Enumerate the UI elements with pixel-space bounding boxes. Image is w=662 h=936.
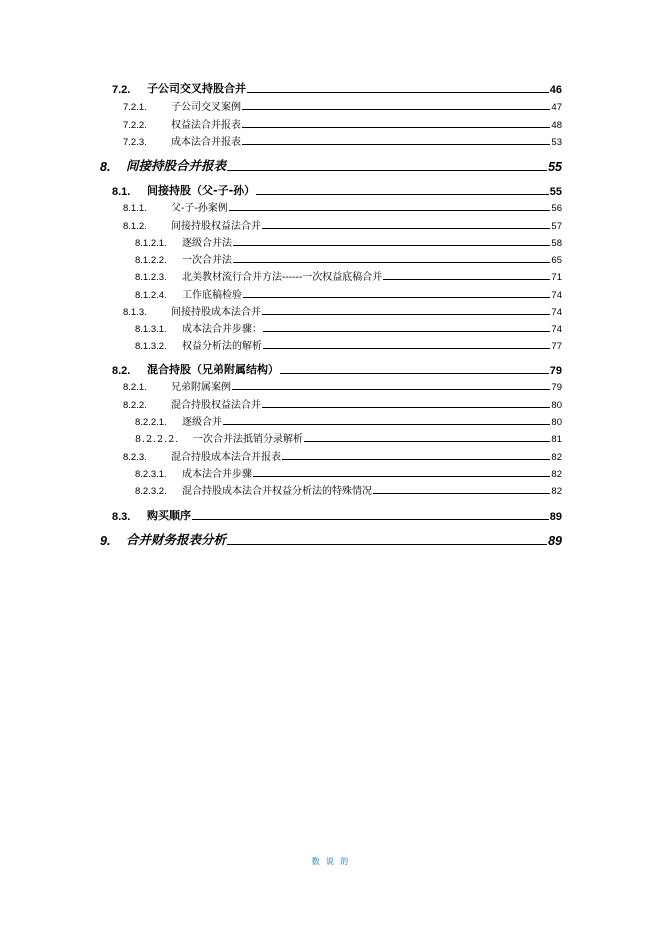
toc-number: 8.1.2.1. bbox=[135, 238, 167, 249]
toc-leader bbox=[280, 373, 549, 374]
toc-leader bbox=[383, 279, 550, 280]
toc-number: 8.2.2.2. bbox=[135, 434, 180, 445]
toc-entry-8-2-1[interactable] bbox=[123, 378, 562, 393]
toc-title: 混合持股（兄弟附属结构） bbox=[147, 363, 279, 376]
toc-leader bbox=[373, 493, 550, 494]
page-footer: 数 说 的 bbox=[311, 857, 351, 866]
toc-entry-7-2-1[interactable] bbox=[123, 98, 562, 113]
toc-leader bbox=[233, 245, 550, 246]
toc-title: 一次合并法 bbox=[182, 255, 232, 266]
toc-page: 48 bbox=[551, 120, 562, 131]
toc-title: 兄弟附属案例 bbox=[171, 382, 231, 393]
toc-leader bbox=[262, 228, 550, 229]
toc-entry-8-1-2-1[interactable] bbox=[135, 234, 562, 249]
toc-number: 7.2.2. bbox=[123, 120, 147, 131]
toc-page: 71 bbox=[551, 272, 562, 283]
toc-leader bbox=[233, 262, 550, 263]
toc-entry-8-1-3[interactable] bbox=[123, 303, 562, 318]
toc-page: 82 bbox=[551, 452, 562, 463]
toc-title: 逐级合并 bbox=[182, 417, 222, 428]
toc-entry-8-2-3[interactable] bbox=[123, 448, 562, 463]
toc-leader bbox=[304, 441, 550, 442]
toc-page: 80 bbox=[551, 400, 562, 411]
toc-number: 8.1.3. bbox=[123, 307, 147, 318]
toc-title: 间接持股成本法合并 bbox=[171, 307, 261, 318]
toc-title: 成本法合并报表 bbox=[171, 137, 241, 148]
toc-leader bbox=[227, 170, 547, 171]
toc-leader bbox=[242, 127, 550, 128]
toc-number: 8.2. bbox=[112, 365, 131, 377]
toc-leader bbox=[256, 194, 549, 195]
toc-number: 8.2.3. bbox=[123, 452, 147, 463]
toc-page: 79 bbox=[551, 382, 562, 393]
toc-number: 8.1.2.2. bbox=[135, 255, 167, 266]
toc-title: 工作底稿检验 bbox=[182, 290, 242, 301]
toc-leader bbox=[253, 476, 550, 477]
toc-entry-8-3[interactable] bbox=[112, 507, 562, 523]
toc-number: 8.1.3.2. bbox=[135, 341, 167, 352]
toc-number: 7.2.1. bbox=[123, 102, 147, 113]
toc-title: 北美教材流行合并方法------一次权益底稿合并 bbox=[182, 272, 383, 283]
toc-page: 56 bbox=[551, 203, 562, 214]
toc-number: 8.2.1. bbox=[123, 382, 147, 393]
toc-entry-9[interactable] bbox=[100, 530, 562, 548]
toc-page: 80 bbox=[551, 417, 562, 428]
toc-number: 8.2.2.1. bbox=[135, 417, 167, 428]
toc-leader bbox=[229, 210, 551, 211]
toc-entry-8-2-2-1[interactable] bbox=[135, 413, 562, 428]
toc-entry-8-1-2[interactable] bbox=[123, 217, 562, 232]
toc-title: 混合持股成本法合并报表 bbox=[171, 452, 281, 463]
toc-title: 成本法合并步骤： bbox=[182, 324, 262, 335]
toc-entry-8-2-2-2[interactable] bbox=[135, 430, 562, 445]
toc-entry-8-1-3-2[interactable] bbox=[135, 337, 562, 352]
toc-number: 8.1. bbox=[112, 186, 131, 198]
toc-title: 混合持股成本法合并权益分析法的特殊情况 bbox=[182, 486, 372, 497]
toc-leader bbox=[242, 109, 550, 110]
toc-page: 74 bbox=[551, 324, 562, 335]
toc-number: 8.2.2. bbox=[123, 400, 147, 411]
toc-page: 81 bbox=[551, 434, 562, 445]
toc-leader bbox=[282, 459, 550, 460]
toc-page: 89 bbox=[548, 534, 562, 548]
toc-page: 55 bbox=[549, 186, 562, 198]
toc-page: 47 bbox=[551, 102, 562, 113]
toc-leader bbox=[192, 519, 549, 520]
toc-title: 父-子-孙案例 bbox=[171, 203, 228, 214]
toc-number: 8.1.1. bbox=[123, 203, 147, 214]
toc-page: 74 bbox=[551, 290, 562, 301]
toc-title: 购买顺序 bbox=[147, 509, 191, 522]
toc-page: 82 bbox=[551, 469, 562, 480]
toc-page: 89 bbox=[549, 511, 562, 523]
toc-title: 间接持股（父-子-孙） bbox=[147, 184, 256, 197]
toc-page: 57 bbox=[551, 221, 562, 232]
toc-page: 82 bbox=[551, 486, 562, 497]
toc-entry-7-2-3[interactable] bbox=[123, 133, 562, 148]
toc-page: 79 bbox=[549, 365, 562, 377]
toc-title: 一次合并法抵销分录解析 bbox=[193, 434, 303, 445]
toc-leader bbox=[262, 407, 550, 408]
toc-page: 53 bbox=[551, 137, 562, 148]
toc-number: 8.2.3.2. bbox=[135, 486, 167, 497]
toc-page: 58 bbox=[551, 238, 562, 249]
toc-entry-8-1-2-4[interactable] bbox=[135, 286, 562, 301]
toc-entry-7-2-2[interactable] bbox=[123, 116, 562, 131]
toc-leader bbox=[223, 424, 550, 425]
toc-entry-8-1-2-3[interactable] bbox=[135, 268, 562, 283]
toc-title: 间接持股权益法合并 bbox=[171, 221, 261, 232]
toc-number: 8.1.2.4. bbox=[135, 290, 167, 301]
toc-number: 7.2.3. bbox=[123, 137, 147, 148]
toc-title: 权益法合并报表 bbox=[171, 120, 241, 131]
toc-title: 混合持股权益法合并 bbox=[171, 400, 261, 411]
toc-page: 74 bbox=[551, 307, 562, 318]
toc-entry-8-2-3-2[interactable] bbox=[135, 482, 562, 497]
toc-entry-8-2[interactable] bbox=[112, 361, 562, 377]
toc-leader bbox=[243, 297, 550, 298]
toc-entry-8-1-1[interactable] bbox=[123, 199, 562, 214]
toc-page: 65 bbox=[551, 255, 562, 266]
toc-title: 权益分析法的解析 bbox=[182, 341, 262, 352]
toc-leader bbox=[227, 544, 547, 545]
toc-leader bbox=[247, 92, 549, 93]
toc-number: 8.1.3.1. bbox=[135, 324, 167, 335]
toc-page: 55 bbox=[548, 160, 562, 174]
toc-leader bbox=[263, 331, 550, 332]
toc-number: 8.3. bbox=[112, 511, 131, 523]
toc-number: 8.2.3.1. bbox=[135, 469, 167, 480]
toc-entry-7-2[interactable] bbox=[112, 80, 562, 96]
toc-entry-8[interactable] bbox=[100, 156, 562, 174]
toc-number: 8.1.2.3. bbox=[135, 272, 167, 283]
toc-title: 间接持股合并报表 bbox=[126, 158, 227, 173]
toc-number: 9. bbox=[100, 534, 111, 548]
toc-title: 子公司交叉案例 bbox=[171, 102, 241, 113]
toc-number: 8.1.2. bbox=[123, 221, 147, 232]
toc-leader bbox=[263, 348, 550, 349]
toc-page: 46 bbox=[549, 84, 562, 96]
toc-title: 逐级合并法 bbox=[182, 238, 232, 249]
toc-page: 77 bbox=[551, 341, 562, 352]
toc-number: 7.2. bbox=[112, 84, 131, 96]
toc-entry-8-1-3-1[interactable] bbox=[135, 320, 562, 335]
toc-number: 8. bbox=[100, 160, 111, 174]
toc-entry-8-2-3-1[interactable] bbox=[135, 465, 562, 480]
toc-title: 子公司交叉持股合并 bbox=[147, 82, 246, 95]
toc-leader bbox=[232, 389, 550, 390]
toc-title: 成本法合并步骤 bbox=[182, 469, 252, 480]
toc-leader bbox=[242, 144, 550, 145]
toc-leader bbox=[262, 314, 550, 315]
toc-entry-8-2-2[interactable] bbox=[123, 396, 562, 411]
toc-entry-8-1[interactable] bbox=[112, 182, 562, 198]
toc-title: 合并财务报表分析 bbox=[126, 532, 227, 547]
toc-entry-8-1-2-2[interactable] bbox=[135, 251, 562, 266]
